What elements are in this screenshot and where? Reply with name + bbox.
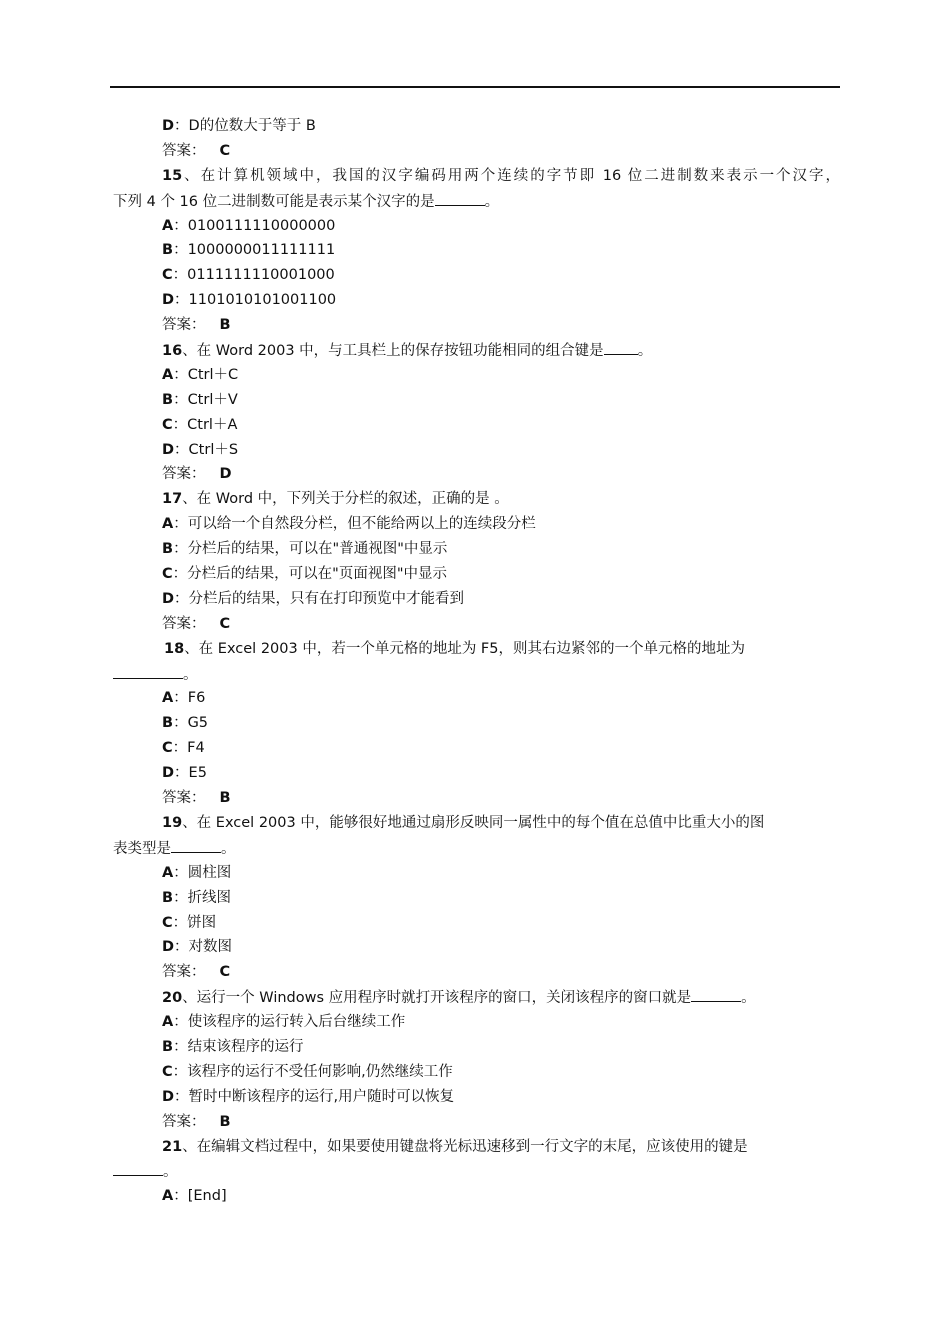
option-c: C：Ctrl＋A <box>162 416 238 433</box>
option-c: C：F4 <box>162 740 205 757</box>
option-d: D：分栏后的结果，只有在打印预览中才能看到 <box>162 590 465 607</box>
option-c: C：饼图 <box>162 914 217 931</box>
option-a: A：圆柱图 <box>162 864 232 881</box>
question-17: 17、在 Word 中，下列关于分栏的叙述，正确的是 。 <box>162 491 509 508</box>
option-b: B：G5 <box>162 715 209 732</box>
option-b: B：Ctrl＋V <box>162 391 238 408</box>
header-rule <box>110 86 840 88</box>
option-a: A：[End] <box>162 1188 227 1205</box>
answer-line: 答案： B <box>162 1113 231 1130</box>
question-18-line-2: 。 <box>0 662 950 687</box>
option-a: A：Ctrl＋C <box>162 366 239 383</box>
answer-blank <box>113 662 183 679</box>
answer-blank <box>604 338 638 355</box>
option-a: A：可以给一个自然段分栏，但不能给两以上的连续段分栏 <box>162 516 536 533</box>
answer-line: 答案： C <box>162 964 231 981</box>
question-document <box>0 114 950 1209</box>
question-16: 16、在 Word 2003 中，与工具栏上的保存按钮功能相同的组合键是 。 <box>0 338 950 363</box>
option-d: D：对数图 <box>162 939 233 956</box>
answer-line: 答案： D <box>162 466 232 483</box>
option-a: A：0100111110000000 <box>162 217 336 234</box>
option-c: C：该程序的运行不受任何影响,仍然继续工作 <box>162 1063 453 1080</box>
answer-blank <box>171 836 221 853</box>
answer-line: 答案： B <box>162 790 231 807</box>
option-d: D：Ctrl＋S <box>162 441 239 458</box>
question-15-line-1: 15、在计算机领域中，我国的汉字编码用两个连续的字节即 16 位二进制数来表示一个汉字， <box>162 167 840 184</box>
option-b: B：结束该程序的运行 <box>162 1038 304 1055</box>
answer-line: 答案： B <box>162 317 231 334</box>
option-a: A：使该程序的运行转入后台继续工作 <box>162 1014 406 1031</box>
option-d: D：E5 <box>162 765 207 782</box>
question-19-line-2: 表类型是 。 <box>0 836 950 861</box>
answer-blank <box>435 189 485 206</box>
option-b: B：1000000011111111 <box>162 242 336 259</box>
option-d: D：1101010101001100 <box>162 292 337 309</box>
question-21-line-1: 21、在编辑文档过程中，如果要使用键盘将光标迅速移到一行文字的末尾，应该使用的键是 <box>162 1138 748 1155</box>
question-19-line-1: 19、在 Excel 2003 中，能够很好地通过扇形反映同一属性中的每个值在总值中比重大小的图 <box>162 814 765 831</box>
answer-blank <box>113 1159 163 1176</box>
answer-line: 答案： C <box>162 615 231 632</box>
option-a: A：F6 <box>162 690 206 707</box>
question-15-line-2: 下列 4 个 16 位二进制数可能是表示某个汉字的是 。 <box>0 189 950 214</box>
option-d: D：暂时中断该程序的运行,用户随时可以恢复 <box>162 1088 455 1105</box>
option-c: C：分栏后的结果，可以在"页面视图"中显示 <box>162 566 447 583</box>
question-18-line-1: 18、在 Excel 2003 中，若一个单元格的地址为 F5，则其右边紧邻的一个单元格的地址为 <box>164 640 745 657</box>
question-21-line-2: 。 <box>0 1159 950 1184</box>
option-b: B：分栏后的结果，可以在"普通视图"中显示 <box>162 541 448 558</box>
answer-blank <box>691 985 741 1002</box>
option-b: B：折线图 <box>162 889 232 906</box>
question-20: 20、运行一个 Windows 应用程序时就打开该程序的窗口，关闭该程序的窗口就是 。 <box>0 985 950 1010</box>
option-c: C：0111111110001000 <box>162 267 335 284</box>
option-d: D：D的位数大于等于 B <box>162 118 316 134</box>
answer-line: 答案： C <box>162 142 231 159</box>
